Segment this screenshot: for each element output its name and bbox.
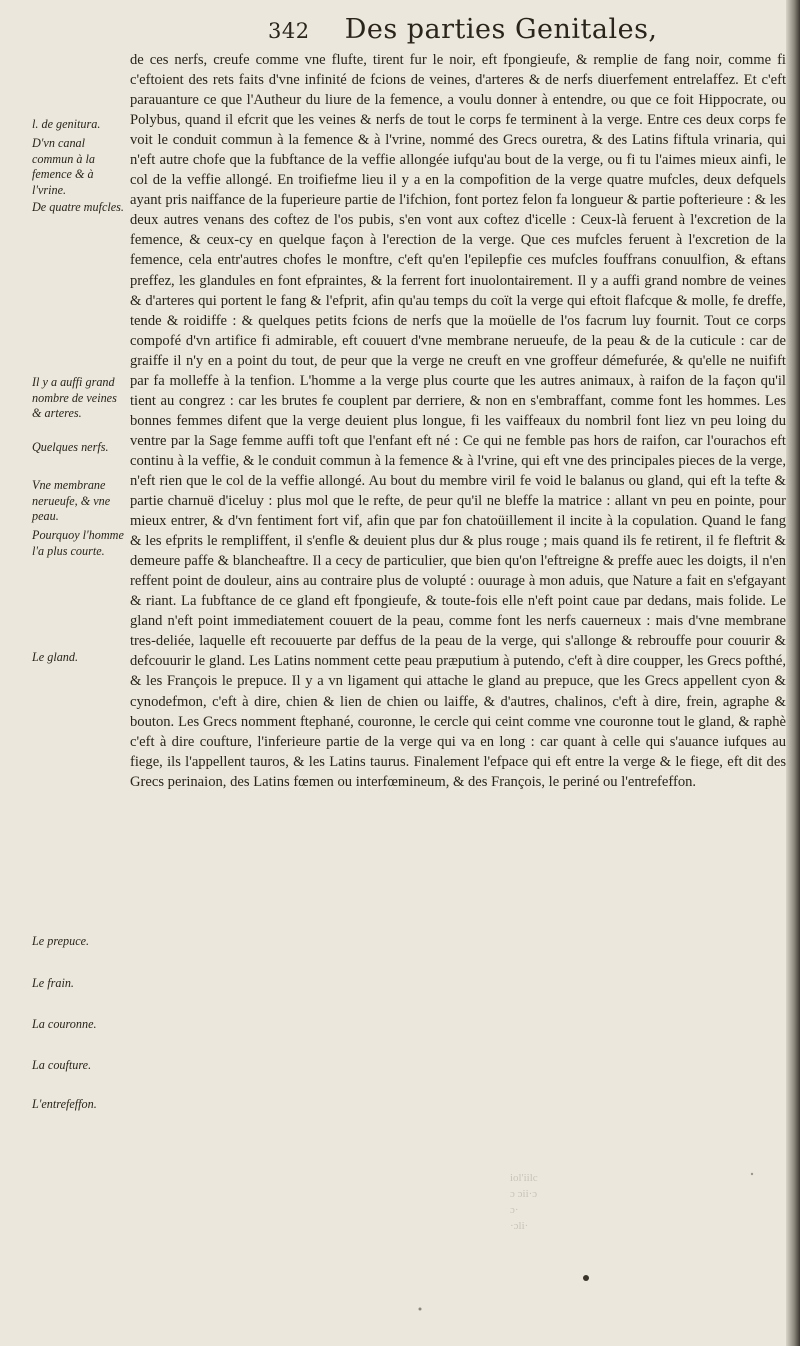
margin-note: l. de genitura. [32, 117, 101, 131]
show-through-line: iol'iilc [510, 1172, 538, 1184]
binding-shadow [786, 0, 800, 1346]
margin-note: Le gland. [32, 650, 79, 664]
margin-note: D'vn canal commun à la femence & à l'vrine. [32, 136, 95, 197]
ink-speck [583, 1275, 589, 1281]
show-through-line: ɔ· [510, 1204, 519, 1216]
paragraph: de ces nerfs, creufe comme vne flufte, tirent fur le noir, eft fpongieufe, & remplie de fang noir, comme fi c'eftoient des rets faits d'vne infinité de fcions de veines, d'arteres & de nerfs diuerfement entrelaffez. Et c'eft parauanture ce que l'Autheur du liure de la femence, a voulu donner à entendre, ou que ce foit Hippocrate, ou Polybus, quand il efcrit que les veines & nerfs de tout le corps fe terminent à la verge. Entre ces deux corps fe voit le conduit commun à la femence & à l'vrine, nommé des Grecs ouretra, & des Latins fiftula vrinaria, qui n'eft autre chofe que la fubftance de la veffie allongée iufqu'au bout de la verge, ou fi tu l'aimes mieux ainfi, le col de la veffie allongé. En troifiefme lieu il y a en la compofition de la verge quatre mufcles, deux defquels ayant pris naiffance de la fuperieure partie de l'ifchion, font portez felon fa longueur & partie pofterieure : & les deux autres venans des coftez de l'os pubis, s'en vont aux coftez d'icelle : Ceux-là feruent à l'excretion de la femence, & ceux-cy en quelque façon à l'erection de la verge. Que ces mufcles feruent à l'excretion de la femence, cela entr'autres chofes le monftre, c'eft qu'en l'epilepfie ces mufcles fouffrans conuulfion, & eftans preffez, les glandules en font efpraintes, & la ferrent fort inuolontairement. Il y a auffi grand nombre de veines & d'arteres qui portent le fang & l'efprit, afin qu'au temps du coït la verge qui eftoit flafcque & molle, fe dreffe, tende & roidiffe : & quelques petits fcions de nerfs que la moüelle de l'os facrum luy fournit. Tout ce corps compofé d'vn artifice fi admirable, eft couuert d'vne membrane nerueufe, de la peau & de la cuticule : car de graiffe il n'y en a point du tout, de peur que la verge ne creuft en vne groffeur démefurée, & qu'elle ne nuifift par fa molleffe à la tenfion. L'homme a la verge plus courte que les autres animaux, à raifon de la façon qu'il tient au congrez : car les brutes fe couplent par derriere, & non en s'embraffant, comme font les hommes. Les bonnes femmes difent que la verge deuient plus longue, fi les vaiffeaux du nombril font liez vn peu loing du ventre par la Sage femme auffi toft que l'enfant eft né : Ce qui ne femble pas hors de raifon, car l'ourachos eft continu à la veffie, & le conduit commun à la femence & à l'vrine, qui eft vne des principales pieces de la verge, n'eft rien que le col de la veffie allongé. Au bout du membre viril fe void le balanus ou gland, qui eft la tefte & partie charnuë d'iceluy : plus mol que le refte, de peur qu'il ne bleffe la matrice : allant vn peu en pointe, pour mieux entrer, & d'vn fentiment fort vif, afin que par fon chatoüillement il incite à la copulation. Quand le fang & les efprits le rempliffent, il s'enfle & deuient plus dur & plus rouge ; mais quand ils fe retirent, il fe fleftrit & demeure paffe & blancheaftre. Il a cecy de particulier, que bien qu'on l'eftreigne & preffe auec les doigts, il n'en reffent point de douleur, ains au contraire plus de volupté : ouurage à mon aduis, que Nature a fait en s'efgayant & riant. La fubftance de ce gland eft fpongieufe, & toute-fois elle n'eft point caue par dedans, mais folide. Le gland n'eft point immediatement couuert de la peau, comme font les nerfs cauerneux : mais d'vne membrane tres-deliée, laquelle eft recouuerte par deffus de la peau de la verge, qui s'allonge & rebrouffe pour couurir & defcouurir le gland. Les Latins nomment cette peau præputium à putendo, c'eft à dire coupper, les Grecs pofthé, & les François le prepuce. Il y a vn ligament qui attache le gland au prepuce, que les Grecs appellent cyon & cynodefmon, c'eft à dire, chien & lien de chien ou laiffe, & d'autres, chalinos, c'eft à dire, frein, agraphe & bouton. Les Grecs nomment ftephané, couronne, le cercle qui ceint comme vne couronne tout le gland, & raphè c'eft à dire coufture, l'inferieure partie de la verge qui va en long : car quant à celle qui s'auance iufques au fiege, ils l'appellent tauros, & les Latins taurus. Finalement l'efpace qui eft entre la verge & le fiege, eft dit des Grecs perinaion, des Latins fœmen ou interfœmineum, & des François, le periné ou l'entrefeffon. [130, 52, 786, 790]
margin-note: Il y a auffi grand nombre de veines & arteres. [32, 375, 117, 421]
ink-speck [419, 1308, 422, 1311]
margin-note: Quelques nerfs. [32, 440, 109, 454]
page-number: 342 [268, 19, 310, 43]
margin-note: La couronne. [32, 1017, 97, 1031]
margin-note: De quatre mufcles. [32, 200, 124, 214]
running-title: Des parties Genitales, [344, 14, 658, 45]
margin-note: Pourquoy l'homme l'a plus courte. [32, 528, 124, 558]
margin-note: Le prepuce. [32, 934, 90, 948]
ink-speck [751, 1173, 753, 1175]
show-through-line: ·ɔli· [510, 1220, 529, 1232]
show-through-line: ɔ ɔii·ɔ [510, 1188, 538, 1200]
margin-note: La coufture. [32, 1058, 92, 1072]
margin-note: Vne membrane nerueufe, & vne peau. [32, 478, 111, 524]
margin-note: Le frain. [32, 976, 74, 990]
margin-note: L'entrefeffon. [32, 1097, 97, 1111]
